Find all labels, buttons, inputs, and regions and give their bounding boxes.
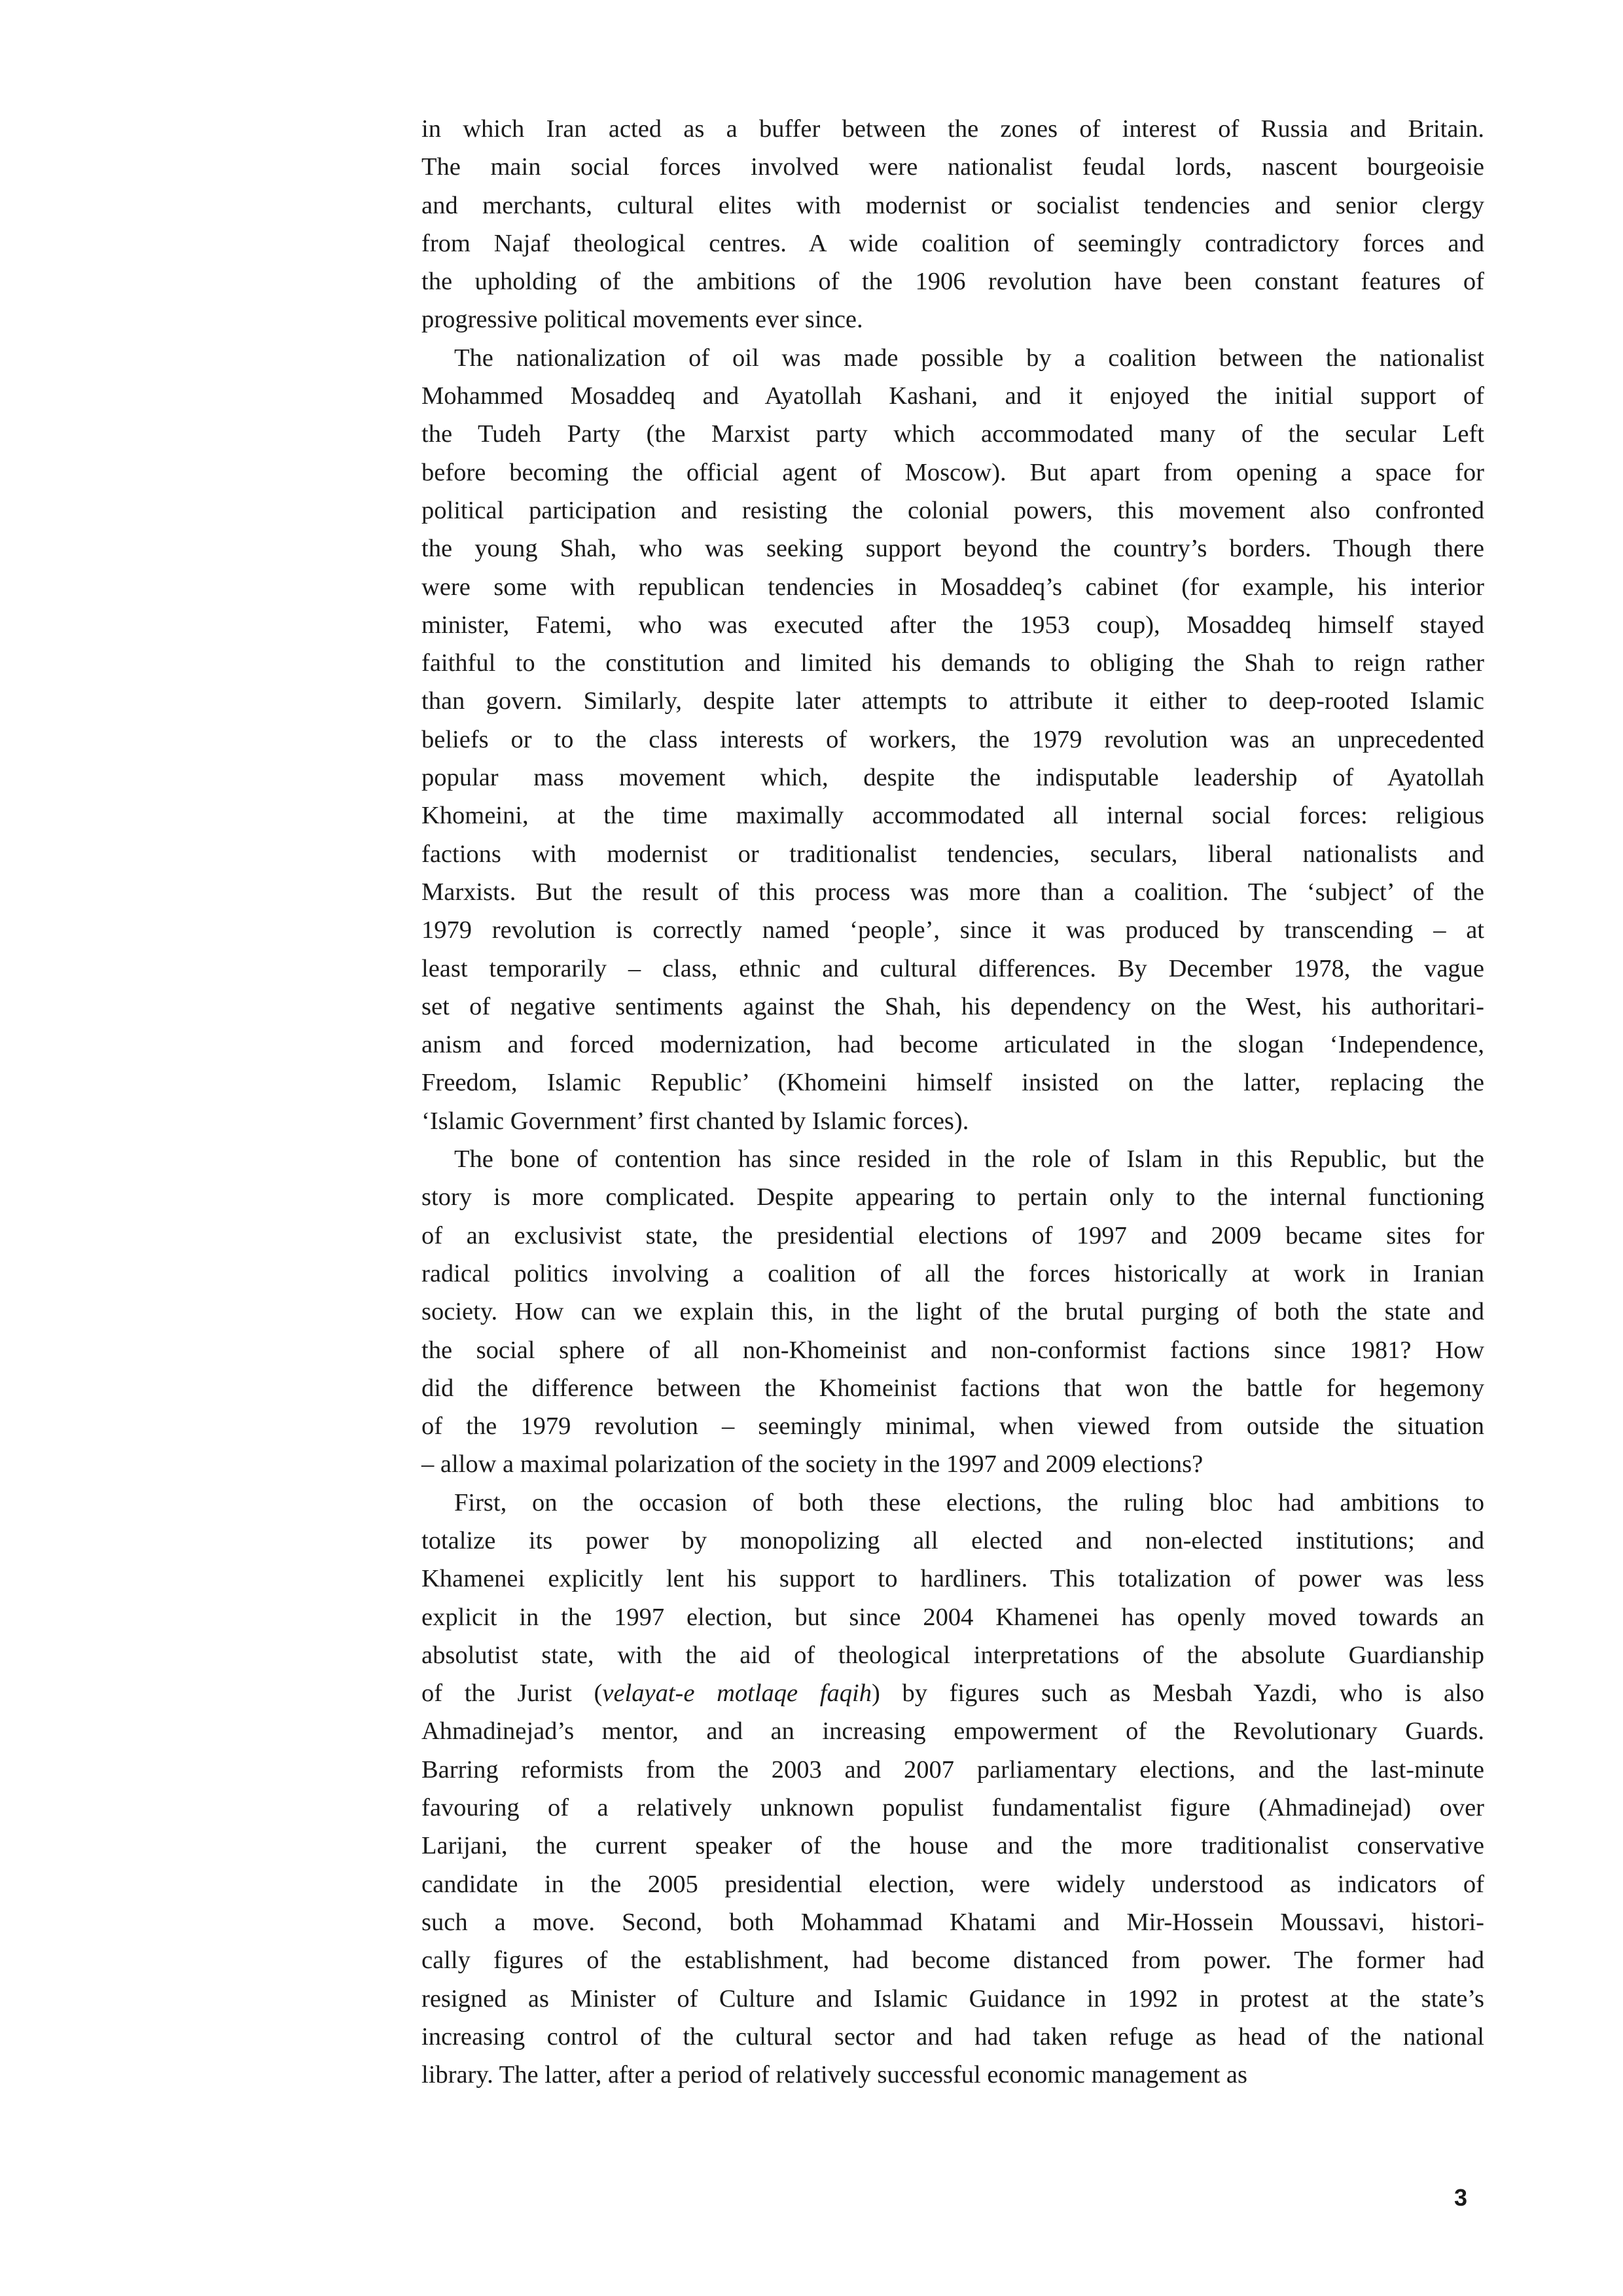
text-segment: the Tudeh Party (the Marxist party which accommodated many of the secular Left [421,420,1484,448]
text-segment: and merchants, cultural elites with modernist or socialist tendencies and senior clergy [421,191,1484,219]
text-line [421,606,1484,644]
text-line [421,1064,1484,1102]
text-segment: Marxists. But the result of this process was more than a coalition. The ‘subject’ of the [421,878,1484,906]
text-line [421,835,1484,873]
text-line [421,1827,1484,1865]
text-line [421,950,1484,988]
text-segment: radical politics involving a coalition of all the forces historically at work in Iranian [421,1259,1484,1287]
text-segment: least temporarily – class, ethnic and cultural differences. By December 1978, the vague [421,954,1484,982]
text-segment: before becoming the official agent of Moscow). But apart from opening a space for [421,458,1484,486]
text-line [421,1941,1484,1979]
text-line [421,1255,1484,1293]
text-line [421,1178,1484,1216]
text-segment: faithful to the constitution and limited his demands to obliging the Shah to reign rather [421,649,1484,677]
text-segment: library. The latter, after a period of relatively successful economic management as [421,2061,1248,2089]
text-line [421,644,1484,682]
text-segment: of the Jurist ( [421,1679,603,1708]
text-line [421,1789,1484,1827]
text-line [421,1102,1484,1140]
text-line [421,1331,1484,1369]
text-segment: society. How can we explain this, in the light of the brutal purging of both the state and [421,1298,1484,1326]
text-segment: absolutist state, with the aid of theological interpretations of the absolute Guardianship [421,1641,1484,1669]
text-line [421,1903,1484,1941]
text-segment: political participation and resisting the colonial powers, this movement also confronted [421,496,1484,524]
text-segment: The nationalization of oil was made possible by a coalition between the nationalist [454,344,1484,372]
text-segment: Khamenei explicitly lent his support to hardliners. This totalization of power was less [421,1565,1484,1593]
text-segment: – allow a maximal polarization of the society in the 1997 and 2009 elections? [421,1450,1204,1479]
text-segment: popular mass movement which, despite the indisputable leadership of Ayatollah [421,764,1484,792]
text-segment: Freedom, Islamic Republic’ (Khomeini himself insisted on the latter, replacing the [421,1069,1484,1097]
text-line [421,682,1484,720]
text-line [421,1369,1484,1407]
text-segment: the upholding of the ambitions of the 1906 revolution have been constant features of [421,268,1484,296]
text-segment: resigned as Minister of Culture and Islamic Guidance in 1992 in protest at the state’s [421,1984,1484,2013]
text-line [421,1636,1484,1674]
text-segment: of the 1979 revolution – seemingly minimal, when viewed from outside the situation [421,1412,1484,1441]
text-line [421,1560,1484,1598]
text-segment: set of negative sentiments against the Shah, his dependency on the West, his authoritari- [421,992,1484,1020]
text-segment: The bone of contention has since resided in the role of Islam in this Republic, but the [454,1145,1484,1174]
text-line [421,415,1484,453]
text-line [421,2056,1484,2094]
text-line [421,262,1484,300]
text-segment: beliefs or to the class interests of workers, the 1979 revolution was an unprecedented [421,725,1484,753]
body-text [421,110,1484,2094]
text-line [421,1445,1484,1483]
paragraph [421,110,1484,339]
text-line [421,1522,1484,1560]
text-segment: of an exclusivist state, the presidential elections of 1997 and 2009 became sites for [421,1221,1484,1249]
text-segment: totalize its power by monopolizing all elected and non-elected institutions; and [421,1526,1484,1554]
text-line [421,1598,1484,1636]
text-segment: the young Shah, who was seeking support beyond the country’s borders. Though there [421,535,1484,563]
text-line [421,1484,1484,1522]
text-segment: in which Iran acted as a buffer between the zones of interest of Russia and Britain. [421,115,1484,143]
paragraph [421,1140,1484,1484]
text-line [421,1980,1484,2018]
text-segment: Barring reformists from the 2003 and 2007 parliamentary elections, and the last-minute [421,1755,1484,1784]
text-line [421,1407,1484,1445]
text-line [421,1712,1484,1750]
text-line [421,1217,1484,1255]
text-segment: minister, Fatemi, who was executed after the 1953 coup), Mosaddeq himself stayed [421,611,1484,639]
text-segment: anism and forced modernization, had become articulated in the slogan ‘Independence, [421,1031,1484,1059]
text-line [421,1674,1484,1712]
text-segment: Ahmadinejad’s mentor, and an increasing empowerment of the Revolutionary Guards. [421,1717,1484,1746]
paragraph [421,1484,1484,2094]
text-segment: explicit in the 1997 election, but since 2004 Khamenei has openly moved towards an [421,1603,1484,1631]
text-segment: candidate in the 2005 presidential election, were widely understood as indicators of [421,1870,1484,1898]
text-line [421,148,1484,186]
text-line [421,492,1484,529]
text-line [421,1140,1484,1178]
text-segment: First, on the occasion of both these elections, the ruling bloc had ambitions to [454,1488,1484,1516]
text-segment: cally figures of the establishment, had become distanced from power. The former had [421,1946,1484,1975]
text-line [421,187,1484,224]
text-segment: factions with modernist or traditionalist tendencies, seculars, liberal nationalists and [421,840,1484,868]
text-segment: Larijani, the current speaker of the house and the more traditionalist conservative [421,1832,1484,1860]
text-segment: 1979 revolution is correctly named ‘people’, since it was produced by transcending – at [421,916,1484,944]
text-segment: The main social forces involved were nationalist feudal lords, nascent bourgeoisie [421,153,1484,181]
text-line [421,1026,1484,1064]
text-line [421,110,1484,148]
text-segment: the social sphere of all non-Khomeinist and non-conformist factions since 1981? How [421,1336,1484,1364]
text-line [421,1865,1484,1903]
text-segment: favouring of a relatively unknown populist fundamentalist figure (Ahmadinejad) over [421,1794,1484,1822]
text-segment: such a move. Second, both Mohammad Khatami and Mir-Hossein Moussavi, histori- [421,1908,1484,1936]
text-line [421,988,1484,1026]
text-line [421,1293,1484,1331]
text-line [421,339,1484,377]
text-segment: than govern. Similarly, despite later attempts to attribute it either to deep-rooted Islamic [421,687,1484,715]
text-segment: progressive political movements ever since. [421,306,863,334]
text-segment: did the difference between the Khomeinist factions that won the battle for hegemony [421,1374,1484,1402]
text-line [421,224,1484,262]
page-number: 3 [1454,2184,1468,2211]
text-line [421,797,1484,834]
paragraph [421,339,1484,1140]
text-line [421,759,1484,797]
text-line [421,911,1484,949]
text-segment: were some with republican tendencies in Mosaddeq’s cabinet (for example, his interior [421,573,1484,601]
text-segment: story is more complicated. Despite appearing to pertain only to the internal functioning [421,1183,1484,1211]
text-line [421,454,1484,492]
text-line [421,1751,1484,1789]
text-segment: Khomeini, at the time maximally accommodated all internal social forces: religious [421,802,1484,830]
text-line [421,529,1484,567]
text-line [421,300,1484,338]
text-line [421,873,1484,911]
text-line [421,568,1484,606]
text-line [421,377,1484,415]
text-segment: Mohammed Mosaddeq and Ayatollah Kashani, and it enjoyed the initial support of [421,382,1484,410]
text-segment: increasing control of the cultural sector and had taken refuge as head of the national [421,2022,1484,2051]
text-segment: ) by figures such as Mesbah Yazdi, who is also [871,1679,1484,1708]
italic-term: velayat-e motlaqe faqih [602,1679,872,1708]
text-line [421,721,1484,759]
text-line [421,2018,1484,2056]
text-segment: ‘Islamic Government’ first chanted by Islamic forces). [421,1107,969,1135]
text-segment: from Najaf theological centres. A wide coalition of seemingly contradictory forces and [421,229,1484,257]
